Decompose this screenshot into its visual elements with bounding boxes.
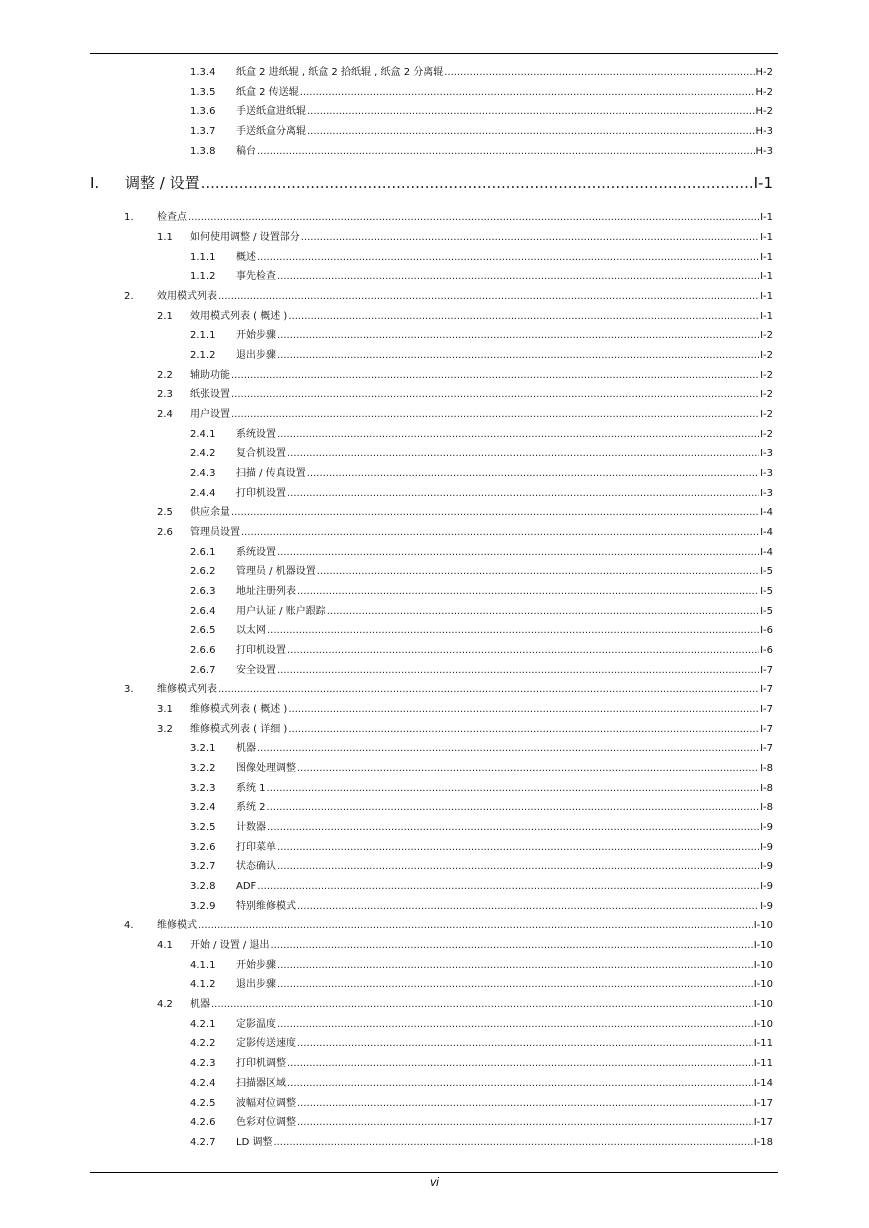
dot-leader (267, 801, 760, 815)
toc-entry[interactable] (157, 723, 773, 737)
toc-page-number: I-9 (760, 900, 773, 912)
toc-page-number: I-7 (760, 723, 773, 735)
toc-title: 用户设置 (190, 409, 230, 421)
toc-entry[interactable] (190, 1097, 773, 1111)
toc-entry[interactable] (190, 624, 773, 638)
dot-leader (218, 290, 759, 304)
toc-title: 概述 (236, 251, 256, 263)
toc-page-number: I-7 (760, 664, 773, 676)
toc-page-number: H-2 (755, 67, 773, 78)
toc-number: 3.2.5 (190, 822, 216, 834)
toc-entry[interactable] (157, 231, 773, 245)
toc-entry[interactable] (190, 664, 773, 678)
toc-title: 定影温度 (236, 1018, 276, 1030)
toc-number: 3. (124, 684, 134, 696)
toc-number: 3.2.4 (190, 802, 216, 814)
toc-page-number: I-8 (760, 802, 773, 814)
toc-title: 系统设置 (236, 546, 276, 558)
toc-title: 纸盒 2 传送辊 (236, 86, 299, 98)
toc-page-number: I-1 (760, 291, 773, 303)
toc-entry[interactable] (190, 270, 773, 284)
toc-title: 辅助功能 (190, 369, 230, 381)
toc-number: 3.2.1 (190, 743, 216, 755)
toc-page-number: I-11 (753, 1038, 773, 1050)
toc-entry[interactable] (190, 605, 773, 619)
toc-title: 以太网 (236, 625, 266, 637)
toc-number: 2.4.2 (190, 448, 216, 460)
toc-title: 计数器 (236, 822, 266, 834)
toc-title: 定影传送速度 (236, 1038, 296, 1050)
toc-entry[interactable] (190, 251, 773, 265)
toc-title: 退出步骤 (236, 979, 276, 991)
toc-title: 纸盒 2 进纸辊 , 纸盒 2 拾纸辊 , 纸盒 2 分离辊 (236, 67, 444, 78)
toc-number: 3.1 (157, 704, 173, 716)
toc-title: 开始步骤 (236, 959, 276, 971)
toc-title: 打印机设置 (236, 487, 286, 499)
toc-page-number: H-2 (755, 106, 773, 118)
toc-title: 图像处理调整 (236, 763, 296, 775)
dot-leader (267, 782, 760, 796)
toc-page-number: I-3 (760, 487, 773, 499)
toc-page-number: I-1 (753, 174, 773, 193)
dot-leader (277, 428, 759, 442)
toc-page-number: I-2 (760, 350, 773, 362)
dot-leader (257, 880, 759, 894)
toc-page-number: I-3 (760, 468, 773, 480)
toc-number: 1.3.4 (190, 67, 216, 78)
toc-title: LD 调整 (236, 1136, 273, 1148)
toc-entry[interactable] (190, 1077, 773, 1091)
toc-title: 如何使用调整 / 设置部分 (190, 232, 300, 244)
dot-leader (287, 447, 759, 461)
toc-page-number: I-9 (760, 841, 773, 853)
dot-leader (231, 506, 759, 520)
toc-entry[interactable] (190, 125, 773, 139)
toc-number: 4.2.3 (190, 1058, 216, 1070)
toc-title: 维修模式列表 (157, 684, 217, 696)
toc-entry[interactable] (190, 329, 773, 343)
toc-page-number: I-10 (753, 940, 773, 952)
toc-page-number: I-4 (760, 546, 773, 558)
toc-entry[interactable] (190, 1037, 773, 1051)
toc-entry[interactable] (157, 388, 773, 402)
toc-title: ADF (236, 881, 257, 893)
toc-page-number: I-4 (760, 507, 773, 519)
dot-leader (297, 900, 759, 914)
toc-number: 1.1 (157, 232, 173, 244)
toc-entry[interactable] (190, 742, 773, 756)
dot-leader (327, 605, 759, 619)
toc-title: 稿台 (236, 145, 256, 157)
dot-leader (287, 644, 759, 658)
toc-number: 2.4.1 (190, 428, 216, 440)
toc-number: 2.4 (157, 409, 173, 421)
toc-number: 2.6.4 (190, 605, 216, 617)
toc-page-number: I-7 (760, 684, 773, 696)
dot-leader (257, 742, 759, 756)
toc-title: 效用模式列表 (157, 291, 217, 303)
toc-page-number: I-5 (760, 586, 773, 598)
toc-entry[interactable] (190, 860, 773, 874)
toc-entry[interactable] (157, 408, 773, 422)
toc-number: 2.6.3 (190, 586, 216, 598)
toc-entry[interactable] (190, 447, 773, 461)
toc-number: 2. (124, 291, 134, 303)
dot-leader (297, 1037, 753, 1051)
toc-page-number: I-14 (753, 1077, 773, 1089)
dot-leader (297, 585, 759, 599)
toc-entry[interactable] (190, 1057, 773, 1071)
toc-page-number: I-10 (753, 959, 773, 971)
toc-page-number: H-2 (755, 86, 773, 98)
toc-number: 3.2.2 (190, 763, 216, 775)
toc-entry[interactable] (190, 801, 773, 815)
toc-title: 系统 1 (236, 782, 266, 794)
toc-entry[interactable] (190, 841, 773, 855)
toc-number: 3.2 (157, 723, 173, 735)
dot-leader (257, 145, 755, 159)
toc-number: 1.1.2 (190, 271, 216, 283)
toc-page-number: I-2 (760, 409, 773, 421)
toc-entry[interactable] (157, 703, 773, 717)
toc-page-number: H-3 (755, 145, 773, 157)
dot-leader (231, 369, 759, 383)
toc-number: 2.6.7 (190, 664, 216, 676)
dot-leader (257, 251, 759, 265)
toc-entry[interactable] (157, 939, 773, 953)
toc-page-number: I-9 (760, 822, 773, 834)
toc-entry[interactable] (190, 782, 773, 796)
dot-leader (277, 978, 753, 992)
toc-entry[interactable] (190, 428, 773, 442)
toc-title: 维修模式列表 ( 详细 ) (190, 723, 288, 735)
dot-leader (277, 860, 759, 874)
dot-leader (201, 173, 753, 193)
toc-page-number: I-4 (760, 527, 773, 539)
toc-entry[interactable] (190, 978, 773, 992)
toc-number: 2.5 (157, 507, 173, 519)
dot-leader (273, 1136, 752, 1150)
toc-page-number: I-10 (753, 1018, 773, 1030)
toc-title: 打印菜单 (236, 841, 276, 853)
toc-number: 4.1.1 (190, 959, 216, 971)
dot-leader (198, 919, 753, 933)
dot-leader (277, 959, 753, 973)
dot-leader (297, 1116, 753, 1130)
toc-number: 1.3.5 (190, 86, 216, 98)
toc-title: 系统设置 (236, 428, 276, 440)
dot-leader (277, 841, 759, 855)
toc-title: 波幅对位调整 (236, 1097, 296, 1109)
toc-entry[interactable] (190, 585, 773, 599)
toc-page-number: I-2 (760, 330, 773, 342)
dot-leader (297, 762, 759, 776)
toc-title: 效用模式列表 ( 概述 ) (190, 310, 288, 322)
dot-leader (267, 821, 759, 835)
toc-number: 2.3 (157, 389, 173, 401)
toc-page-number: I-18 (753, 1136, 773, 1148)
toc-number: I. (90, 174, 100, 193)
toc-title: 打印机调整 (236, 1058, 286, 1070)
toc-number: 4.2.4 (190, 1077, 216, 1089)
toc-page-number: I-2 (760, 369, 773, 381)
toc-page-number: I-9 (760, 881, 773, 893)
page-number: vi (430, 1175, 439, 1189)
toc-entry[interactable] (190, 1116, 773, 1130)
dot-leader (277, 329, 759, 343)
dot-leader (297, 1097, 753, 1111)
toc-number: 4.2.2 (190, 1038, 216, 1050)
toc-number: 2.6.5 (190, 625, 216, 637)
toc-entry[interactable] (157, 998, 773, 1012)
toc-entry[interactable] (190, 349, 773, 363)
toc-title: 检查点 (157, 212, 187, 224)
dot-leader (277, 349, 759, 363)
toc-number: 2.1.1 (190, 330, 216, 342)
toc-entry[interactable] (157, 310, 773, 324)
toc-title: 开始步骤 (236, 330, 276, 342)
toc-number: 3.2.7 (190, 861, 216, 873)
dot-leader (444, 66, 754, 80)
toc-page-number: I-1 (760, 251, 773, 263)
toc-entry[interactable] (124, 683, 773, 697)
toc-entry[interactable] (190, 467, 773, 481)
toc-entry[interactable] (190, 900, 773, 914)
toc-number: 2.4.3 (190, 468, 216, 480)
dot-leader (317, 565, 759, 579)
dot-leader (287, 1057, 753, 1071)
toc-title: 机器 (190, 999, 210, 1011)
toc-number: 3.2.3 (190, 782, 216, 794)
toc-number: 4.2.6 (190, 1117, 216, 1129)
toc-entry[interactable] (190, 821, 773, 835)
toc-entry[interactable] (124, 290, 773, 304)
toc-number: 3.2.6 (190, 841, 216, 853)
toc-entry[interactable] (157, 369, 773, 383)
toc-title: 地址注册列表 (236, 586, 296, 598)
toc-title: 机器 (236, 743, 256, 755)
toc-number: 2.2 (157, 369, 173, 381)
toc-title: 供应余量 (190, 507, 230, 519)
toc-page-number: I-6 (760, 645, 773, 657)
toc-title: 安全设置 (236, 664, 276, 676)
toc-title: 特别维修模式 (236, 900, 296, 912)
toc-entry[interactable] (124, 919, 773, 933)
dot-leader (301, 231, 759, 245)
toc-page-number: I-1 (760, 232, 773, 244)
toc-page-number: I-6 (760, 625, 773, 637)
dot-leader (300, 86, 755, 100)
dot-leader (307, 125, 755, 139)
toc-number: 4.2 (157, 999, 173, 1011)
toc-page-number: I-2 (760, 428, 773, 440)
toc-number: 1.3.6 (190, 106, 216, 118)
toc-entry[interactable] (190, 105, 773, 119)
toc-title: 用户认证 / 账户跟踪 (236, 605, 326, 617)
dot-leader (231, 388, 759, 402)
toc-page-number: I-1 (760, 310, 773, 322)
toc-entry[interactable] (190, 880, 773, 894)
toc-entry[interactable] (190, 145, 773, 159)
toc-entry[interactable] (190, 959, 773, 973)
toc-page-number: I-5 (760, 566, 773, 578)
dot-leader (270, 939, 752, 953)
toc-entry[interactable] (190, 546, 773, 560)
toc-number: 4.2.1 (190, 1018, 216, 1030)
toc-page-number: I-1 (760, 271, 773, 283)
toc-number: 1. (124, 212, 134, 224)
toc-title: 扫描器区域 (236, 1077, 286, 1089)
toc-page-number: I-9 (760, 861, 773, 873)
toc-number: 2.6.1 (190, 546, 216, 558)
toc-entry[interactable] (190, 1018, 773, 1032)
dot-leader (307, 467, 759, 481)
toc-number: 4.1.2 (190, 979, 216, 991)
toc-entry[interactable] (190, 644, 773, 658)
toc-number: 2.4.4 (190, 487, 216, 499)
toc-page-number: I-3 (760, 448, 773, 460)
toc-title: 扫描 / 传真设置 (236, 468, 306, 480)
toc-number: 4.2.7 (190, 1136, 216, 1148)
dot-leader (231, 408, 759, 422)
toc-page-number: I-10 (753, 920, 773, 932)
toc-number: 4.2.5 (190, 1097, 216, 1109)
toc-title: 系统 2 (236, 802, 266, 814)
toc-number: 2.6.6 (190, 645, 216, 657)
toc-page-number: I-11 (753, 1058, 773, 1070)
dot-leader (277, 1018, 753, 1032)
toc-number: 1.3.7 (190, 126, 216, 137)
dot-leader (211, 998, 753, 1012)
toc-title: 打印机设置 (236, 645, 286, 657)
toc-title: 开始 / 设置 / 退出 (190, 940, 270, 952)
toc-chapter[interactable] (90, 173, 773, 193)
toc-title: 维修模式列表 ( 概述 ) (190, 704, 288, 716)
dot-leader (218, 683, 759, 697)
toc-number: 2.1 (157, 310, 173, 322)
toc-title: 退出步骤 (236, 350, 276, 362)
toc-page-number: I-1 (760, 212, 773, 224)
toc-number: 4. (124, 920, 134, 932)
dot-leader (277, 546, 759, 560)
toc-title: 管理员设置 (190, 527, 240, 539)
toc-title: 事先检查 (236, 271, 276, 283)
toc-page-number: H-3 (755, 126, 773, 137)
toc-number: 2.6 (157, 527, 173, 539)
toc-page-number: I-17 (753, 1117, 773, 1129)
toc-page-number: I-8 (760, 782, 773, 794)
toc-number: 4.1 (157, 940, 173, 952)
dot-leader (188, 211, 759, 225)
toc-entry[interactable] (124, 211, 773, 225)
toc-title: 色彩对位调整 (236, 1117, 296, 1129)
toc-title: 复合机设置 (236, 448, 286, 460)
dot-leader (288, 310, 759, 324)
toc-entry[interactable] (190, 487, 773, 501)
toc-number: 2.1.2 (190, 350, 216, 362)
dot-leader (241, 526, 759, 540)
toc-entry[interactable] (157, 526, 773, 540)
toc-entry[interactable] (157, 506, 773, 520)
toc-title: 纸张设置 (190, 389, 230, 401)
toc-page-number: I-7 (760, 743, 773, 755)
dot-leader (288, 723, 759, 737)
dot-leader (288, 703, 759, 717)
toc-entry[interactable] (190, 86, 773, 100)
toc-title: 维修模式 (157, 920, 197, 932)
dot-leader (307, 105, 755, 119)
toc-title: 手送纸盒进纸辊 (236, 106, 306, 118)
footer-rule (90, 1172, 778, 1173)
toc-page-number: I-7 (760, 704, 773, 716)
toc-page-number: I-17 (753, 1097, 773, 1109)
toc-entry[interactable] (190, 1136, 773, 1150)
toc-page-number: I-2 (760, 389, 773, 401)
dot-leader (287, 1077, 753, 1091)
toc-entry[interactable] (190, 565, 773, 579)
toc-number: 3.2.8 (190, 881, 216, 893)
dot-leader (267, 624, 759, 638)
dot-leader (287, 487, 759, 501)
toc-page-number: I-10 (753, 979, 773, 991)
toc-title: 状态确认 (236, 861, 276, 873)
toc-entry[interactable] (190, 66, 773, 80)
toc-page-number: I-10 (753, 999, 773, 1011)
dot-leader (277, 270, 759, 284)
toc-number: 2.6.2 (190, 566, 216, 578)
toc-number: 1.1.1 (190, 251, 216, 263)
dot-leader (277, 664, 759, 678)
toc-entry[interactable] (190, 762, 773, 776)
toc-title: 手送纸盒分离辊 (236, 126, 306, 137)
toc-page-number: I-8 (760, 763, 773, 775)
toc-page-number: I-5 (760, 605, 773, 617)
toc-number: 3.2.9 (190, 900, 216, 912)
toc-title: 管理员 / 机器设置 (236, 566, 316, 578)
toc-number: 1.3.8 (190, 145, 216, 157)
toc-title: 调整 / 设置 (125, 174, 200, 193)
